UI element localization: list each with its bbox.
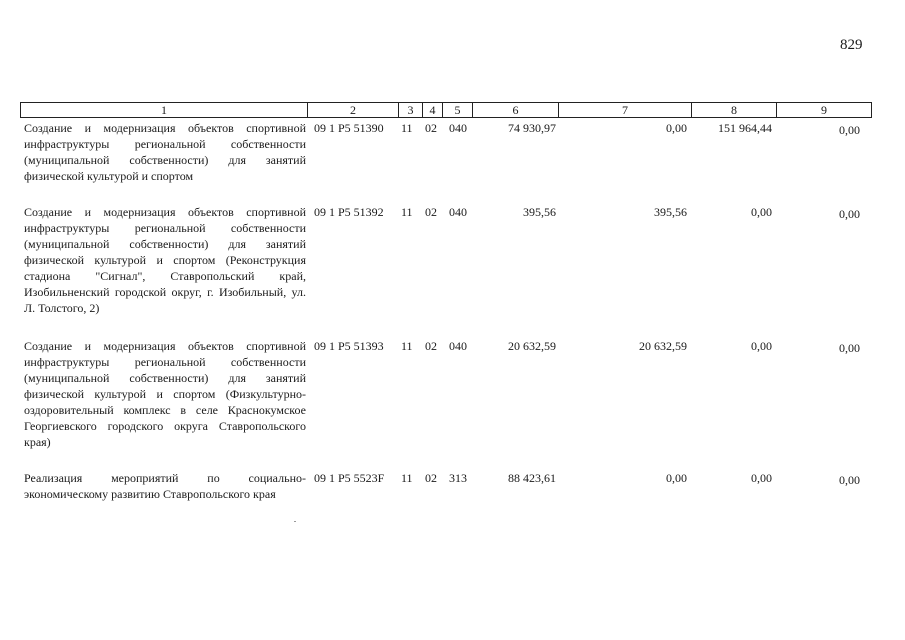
row-value-8: 151 964,44	[718, 121, 772, 135]
page-number: 829	[840, 37, 863, 53]
row-value-7: 20 632,59	[639, 339, 687, 353]
row-code: 09 1 P5 5523F	[314, 471, 385, 485]
row-value-8: 0,00	[751, 339, 772, 353]
row-value-7: 395,56	[654, 205, 687, 219]
scan-speck	[294, 521, 296, 522]
row-value-7: 0,00	[666, 471, 687, 485]
row-section: 11	[401, 339, 413, 353]
row-value-9: 0,00	[839, 123, 860, 137]
row-value-7: 0,00	[666, 121, 687, 135]
row-value-9: 0,00	[839, 473, 860, 487]
row-description: Создание и модернизация объектов спортивной инфраструктуры региональной собственности (муниципальной собственности) для занятий физической культурой и спортом (Физкультурно-оздоровительный комплекс в селе Краснокумское Георгиевского городского округа Ставропольского края)	[24, 339, 306, 449]
row-value-9: 0,00	[839, 341, 860, 355]
header-col-8: 8	[691, 103, 776, 117]
header-col-9: 9	[776, 103, 871, 117]
row-section: 11	[401, 205, 413, 219]
header-col-4: 4	[422, 103, 442, 117]
row-code: 09 1 P5 51393	[314, 339, 384, 353]
row-value-6: 395,56	[523, 205, 556, 219]
row-value-9: 0,00	[839, 207, 860, 221]
row-value-8: 0,00	[751, 471, 772, 485]
row-expense-type: 313	[449, 471, 467, 485]
row-expense-type: 040	[449, 205, 467, 219]
row-code: 09 1 P5 51392	[314, 205, 384, 219]
row-expense-type: 040	[449, 339, 467, 353]
row-section: 11	[401, 471, 413, 485]
row-subsection: 02	[425, 339, 437, 353]
row-description: Создание и модернизация объектов спортивной инфраструктуры региональной собственности (муниципальной собственности) для занятий физической культурой и спортом	[24, 121, 306, 183]
row-description: Реализация мероприятий по социально-экономическому развитию Ставропольского края	[24, 471, 306, 501]
row-expense-type: 040	[449, 121, 467, 135]
header-col-5: 5	[442, 103, 472, 117]
header-col-2: 2	[307, 103, 398, 117]
table-header-row	[20, 102, 872, 118]
header-col-7: 7	[558, 103, 691, 117]
row-code: 09 1 P5 51390	[314, 121, 384, 135]
header-col-3: 3	[398, 103, 422, 117]
row-value-6: 74 930,97	[508, 121, 556, 135]
row-subsection: 02	[425, 121, 437, 135]
row-value-8: 0,00	[751, 205, 772, 219]
row-value-6: 88 423,61	[508, 471, 556, 485]
row-description: Создание и модернизация объектов спортивной инфраструктуры региональной собственности (муниципальной собственности) для занятий физической культурой и спортом (Реконструкция стадиона "Сигнал", Ставропольский край, Изобильненский городской округ, г. Изобильный, ул. Л. Толстого, 2)	[24, 205, 306, 315]
row-section: 11	[401, 121, 413, 135]
header-col-6: 6	[472, 103, 558, 117]
header-col-1: 1	[161, 103, 167, 117]
row-subsection: 02	[425, 205, 437, 219]
row-subsection: 02	[425, 471, 437, 485]
row-value-6: 20 632,59	[508, 339, 556, 353]
